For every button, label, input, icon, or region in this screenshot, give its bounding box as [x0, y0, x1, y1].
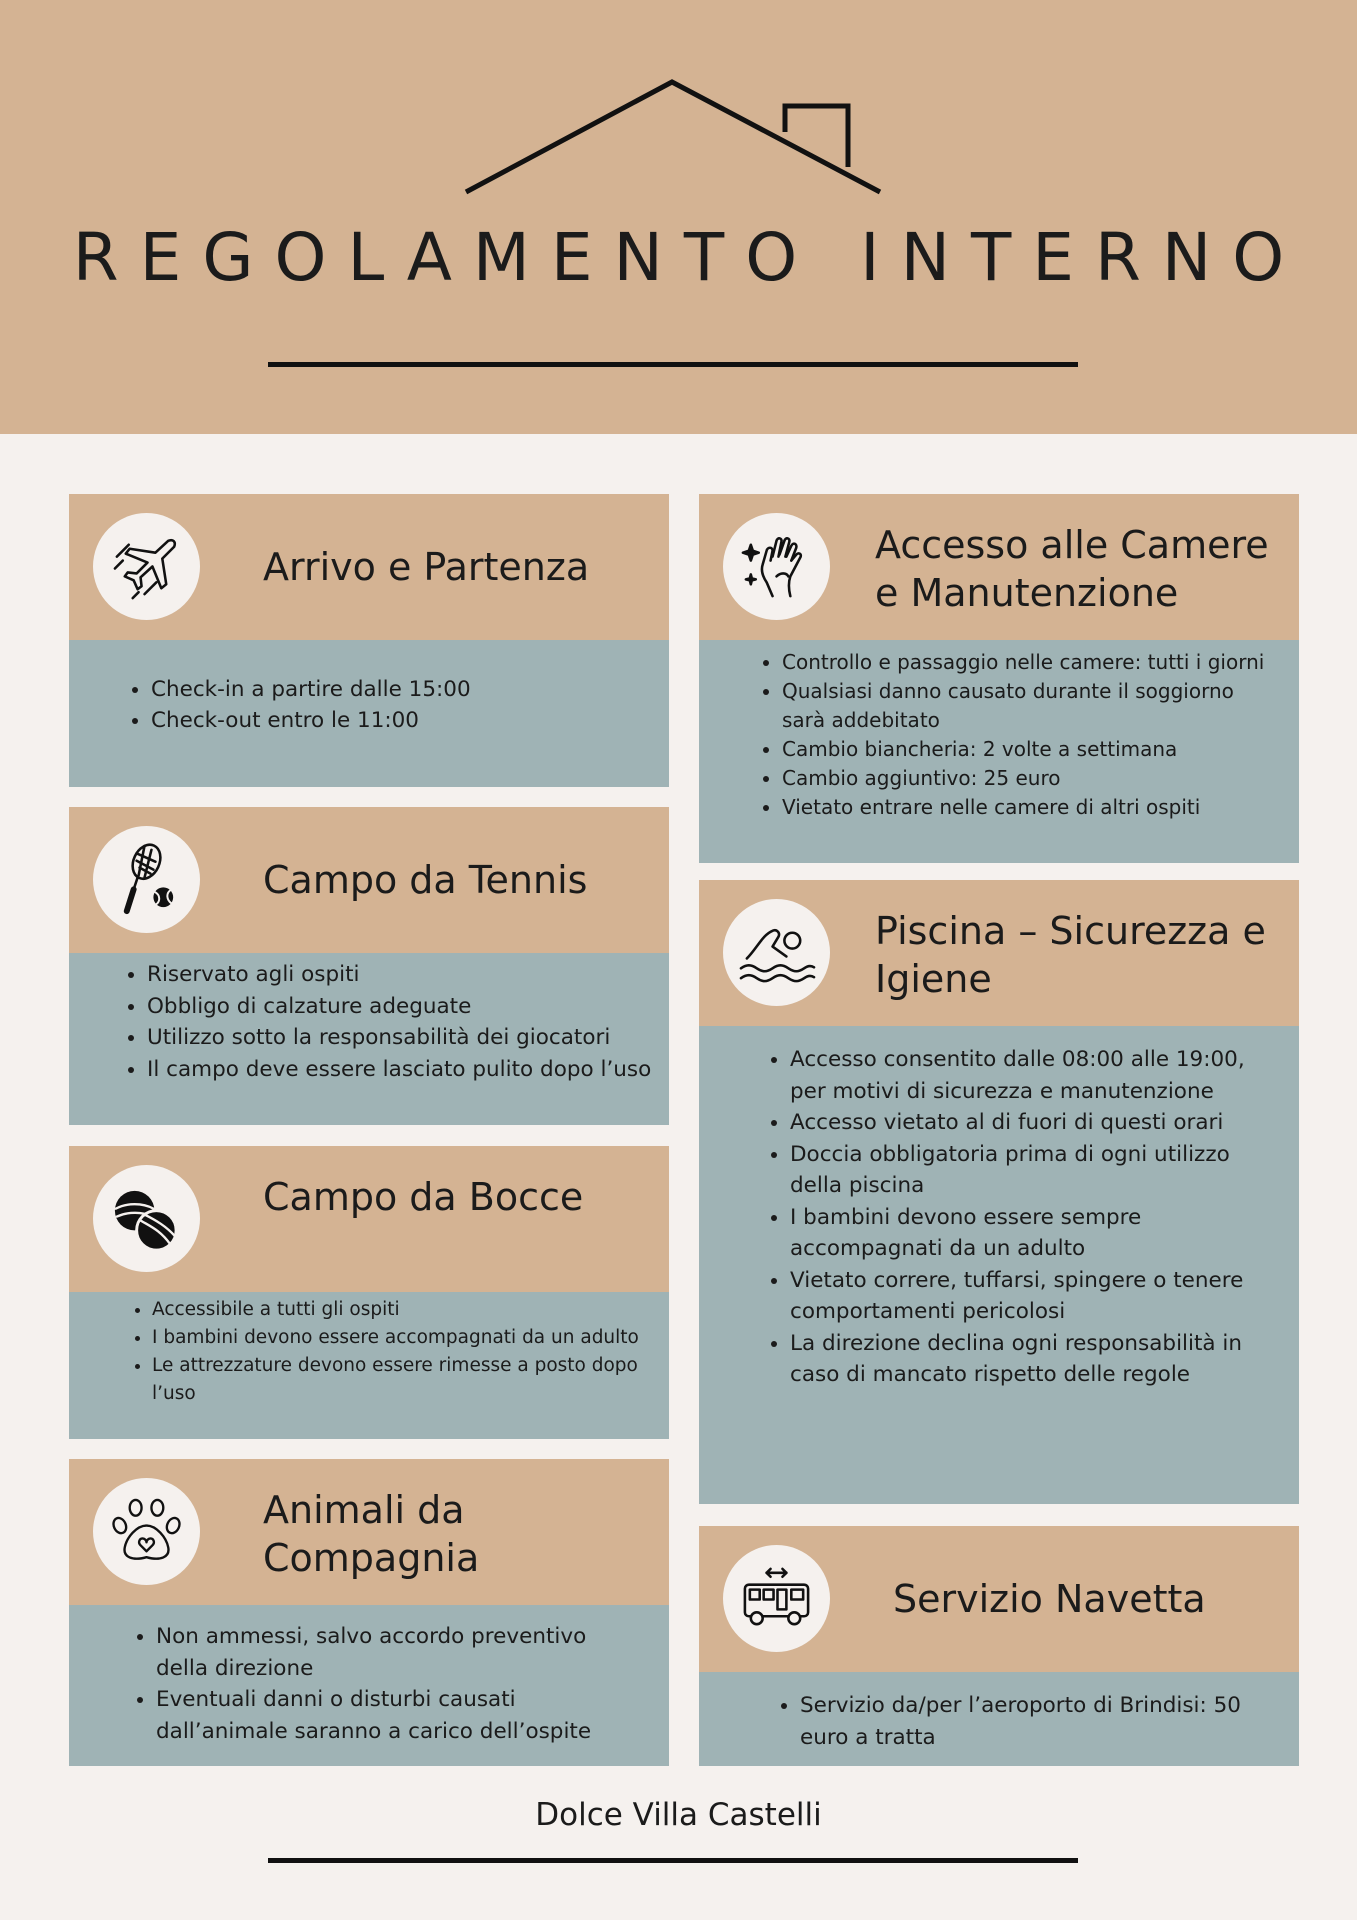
list-item: • Cambio biancheria: 2 volte a settimana	[782, 735, 1279, 764]
header-banner	[0, 0, 1357, 434]
list-item: • Accesso consentito dalle 08:00 alle 19:00, per motivi di sicurezza e manutenzione	[790, 1044, 1271, 1107]
footer-divider	[268, 1858, 1078, 1863]
card-header	[69, 1146, 669, 1292]
list-item: • Qualsiasi danno causato durante il soggiorno sarà addebitato	[782, 677, 1279, 735]
card-title: Campo da Tennis	[263, 858, 588, 902]
card-header	[699, 1526, 1299, 1672]
list-item: • Utilizzo sotto la responsabilità dei giocatori	[147, 1022, 655, 1054]
card-title: Arrivo e Partenza	[263, 545, 590, 589]
icon-badge	[723, 899, 830, 1006]
card-header	[699, 494, 1299, 640]
list-item: • Non ammessi, salvo accordo preventivo della direzione	[156, 1621, 637, 1684]
card-header	[699, 880, 1299, 1026]
footer-brand-name: Dolce Villa Castelli	[535, 1797, 822, 1833]
rules-list	[699, 1690, 1299, 1753]
list-item: • Vietato entrare nelle camere di altri ospiti	[782, 793, 1279, 822]
icon-badge	[93, 513, 200, 620]
rules-list	[699, 648, 1299, 822]
card-body	[69, 953, 669, 1125]
card-body	[699, 1672, 1299, 1766]
list-item: • Vietato correre, tuffarsi, spingere o tenere comportamenti pericolosi	[790, 1265, 1271, 1328]
card-body	[69, 1605, 669, 1766]
icon-badge	[93, 1165, 200, 1272]
tennis-racket-icon	[107, 840, 186, 919]
list-item: • Doccia obbligatoria prima di ogni utilizzo della piscina	[790, 1139, 1271, 1202]
paw-icon	[107, 1492, 186, 1571]
icon-badge	[723, 513, 830, 620]
list-item: • La direzione declina ogni responsabilità in caso di mancato rispetto delle regole	[790, 1328, 1271, 1391]
shuttle-bus-icon	[737, 1559, 816, 1638]
rules-list	[69, 674, 669, 736]
house-roof-icon	[460, 70, 890, 200]
card-title: Piscina – Sicurezza e Igiene	[875, 909, 1266, 1001]
card-body	[699, 1026, 1299, 1504]
list-item: • Check-out entro le 11:00	[151, 705, 669, 736]
list-item: • Controllo e passaggio nelle camere: tutti i giorni	[782, 648, 1279, 677]
card-piscina	[699, 880, 1299, 1504]
airplane-icon	[107, 527, 186, 606]
rules-list	[699, 1044, 1299, 1391]
card-header	[69, 807, 669, 953]
rules-list	[69, 1296, 669, 1408]
list-item: • Il campo deve essere lasciato pulito dopo l’uso	[147, 1054, 655, 1086]
card-servizio-navetta	[699, 1526, 1299, 1766]
list-item: • Obbligo di calzature adeguate	[147, 991, 655, 1023]
card-animali-compagnia	[69, 1459, 669, 1766]
list-item: • Le attrezzature devono essere rimesse a posto dopo l’uso	[152, 1352, 647, 1408]
list-item: • Servizio da/per l’aeroporto di Brindisi: 50 euro a tratta	[800, 1690, 1263, 1753]
swimmer-icon	[737, 913, 816, 992]
card-body	[699, 640, 1299, 863]
list-item: • Eventuali danni o disturbi causati dall’animale saranno a carico dell’ospite	[156, 1684, 637, 1747]
list-item: • Riservato agli ospiti	[147, 959, 655, 991]
list-item: • I bambini devono essere accompagnati da un adulto	[152, 1324, 647, 1352]
header-divider	[268, 362, 1078, 367]
card-title: Animali da Compagnia	[263, 1488, 480, 1580]
page-title: REGOLAMENTO INTERNO	[72, 219, 1306, 296]
list-item: • Check-in a partire dalle 15:00	[151, 674, 669, 705]
card-body	[69, 1292, 669, 1439]
icon-badge	[93, 826, 200, 933]
list-item: • Accessibile a tutti gli ospiti	[152, 1296, 647, 1324]
bocce-balls-icon	[107, 1179, 186, 1258]
cleaning-hand-icon	[737, 527, 816, 606]
card-campo-bocce	[69, 1146, 669, 1439]
card-arrivo-partenza	[69, 494, 669, 787]
list-item: • I bambini devono essere sempre accompagnati da un adulto	[790, 1202, 1271, 1265]
card-header	[69, 1459, 669, 1605]
icon-badge	[93, 1478, 200, 1585]
list-item: • Cambio aggiuntivo: 25 euro	[782, 764, 1279, 793]
rules-list	[69, 1621, 669, 1747]
card-title: Accesso alle Camere e Manutenzione	[875, 523, 1269, 615]
card-title: Servizio Navetta	[893, 1577, 1206, 1621]
card-title: Campo da Bocce	[263, 1175, 584, 1219]
card-header	[69, 494, 669, 640]
card-campo-tennis	[69, 807, 669, 1125]
list-item: • Accesso vietato al di fuori di questi orari	[790, 1107, 1271, 1139]
rules-list	[69, 959, 669, 1085]
card-accesso-camere	[699, 494, 1299, 863]
card-body	[69, 640, 669, 787]
icon-badge	[723, 1545, 830, 1652]
